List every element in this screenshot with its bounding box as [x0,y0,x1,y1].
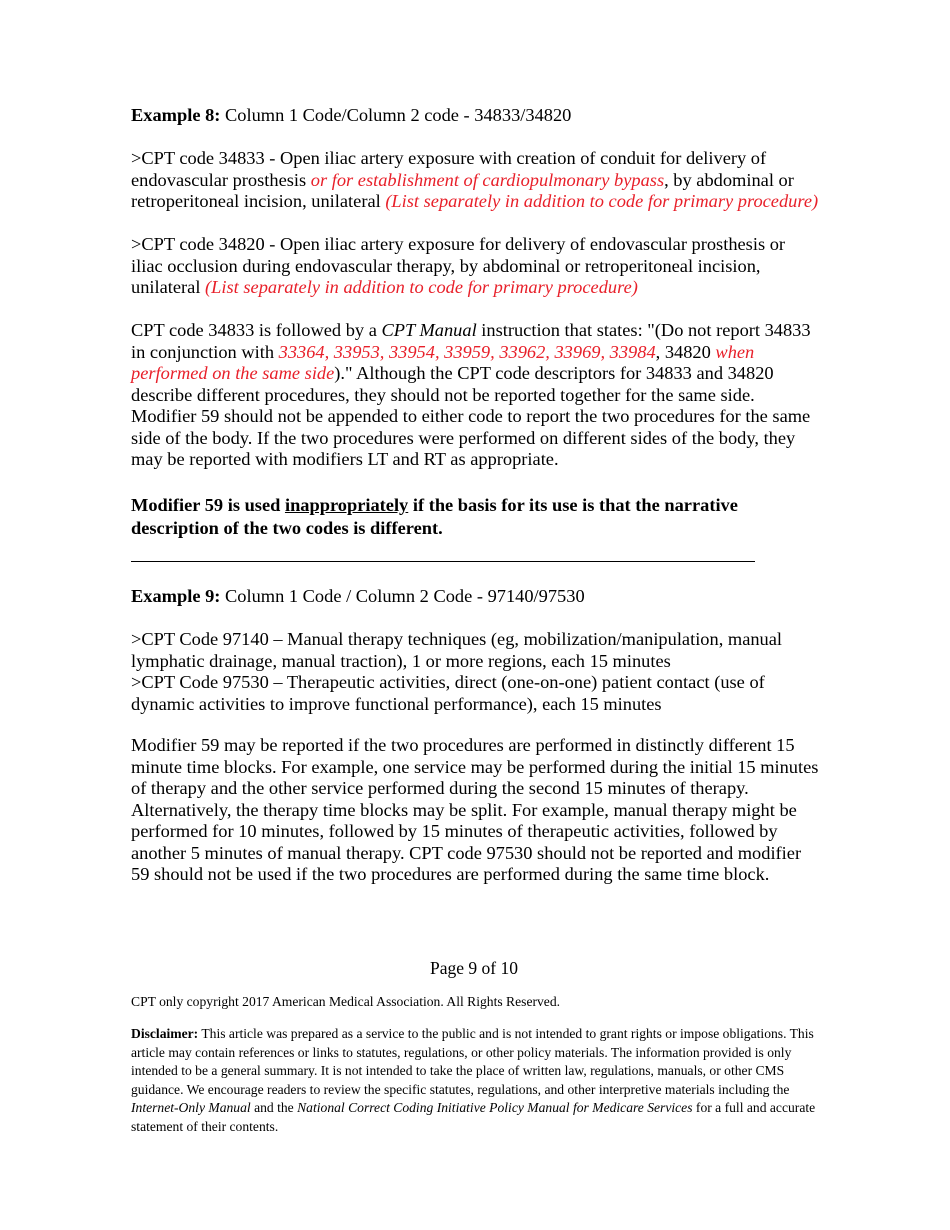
example-9-heading [131,586,831,608]
page-number: Page 9 of 10 [430,958,518,978]
example-9-title: Column 1 Code / Column 2 Code - 97140/97530 [220,586,585,606]
disclaimer-text-c: for a full and accurate statement of their contents. [131,1100,816,1134]
cpt-34833-red-text: or for establishment of cardiopulmonary bypass [310,169,665,190]
example-8-heading [131,105,831,127]
cpt-97530-description: >CPT Code 97530 – Therapeutic activities, direct (one-on-one) patient contact (use of dynamic activities to improve functional performance), each 15 minutes [131,672,765,714]
disclaimer-text-b: and the [250,1100,298,1115]
disclaimer [131,1025,821,1136]
bold-note-b: if the basis for its use is that the narrative description of the two codes is different. [131,495,738,538]
copyright-notice: CPT only copyright 2017 American Medical Association. All Rights Reserved. [131,994,561,1009]
para-text-c: , 34820 [655,341,716,362]
cpt-34820-description [131,234,811,299]
example-8-paragraph [131,320,821,471]
cpt-97140-description: >CPT Code 97140 – Manual therapy techniques (eg, mobilization/manipulation, manual lymphatic drainage, manual traction), 1 or more regions, each 15 minutes [131,629,783,671]
disclaimer-text-a: This article was prepared as a service to the public and is not intended to grant rights or impose obligations. This article may contain references or links to statutes, regulations, or other policy materials. The information provided is only intended to be a general summary. It is not intended to take the place of written law, regulations, manuals, or other CMS guidance. We encourage readers to review the specific statutes, regulations, and other interpretive materials including the [131,1026,814,1097]
ncci-policy-manual-text: National Correct Coding Initiative Policy Manual for Medicare Services [297,1100,693,1115]
example-9-paragraph: Modifier 59 may be reported if the two procedures are performed in distinctly different 15 minute time blocks. For example, one service may be performed during the initial 15 minutes of therapy and the other service performed during the second 15 minutes of therapy. Alternatively, the therapy time blocks may be split. For example, manual therapy might be performed for 10 minutes, followed by 15 minutes of therapeutic activities, followed by another 5 minutes of manual therapy. CPT code 97530 should not be reported and modifier 59 should not be used if the two procedures are performed during the same time block. [131,735,819,884]
same-side-text: when performed on the same side [131,341,755,383]
cpt-34820-text: >CPT code 34820 - Open iliac artery exposure for delivery of endovascular prosthesis or iliac occlusion during endovascular therapy, by abdominal or retroperitoneal incision, unilateral [131,234,786,297]
section-divider [131,561,755,562]
example-9-label: Example 9: [131,586,221,606]
bold-note-a: Modifier 59 is used [131,495,285,515]
cpt-manual-text: CPT Manual [381,320,477,340]
modifier-59-bold-note [131,494,771,540]
cpt-34833-list-note: (List separately in addition to code for primary procedure) [385,191,819,211]
cpt-34833-text: >CPT code 34833 - Open iliac artery exposure with creation of conduit for delivery of endovascular prosthesis [131,148,767,190]
para-text-b: instruction that states: "(Do not report 34833 in conjunction with [131,320,811,362]
internet-only-manual-text: Internet-Only Manual [131,1100,251,1115]
disclaimer-label: Disclaimer: [131,1026,199,1041]
para-text-d: )." Although the CPT code descriptors for 34833 and 34820 describe different procedures, they should not be reported together for the same side. Modifier 59 should not be appended to either code to report the two procedures for the same side of the body. If the two procedures were performed on different sides of the body, they may be reported with modifiers LT and RT as appropriate. [131,363,811,469]
inappropriately-text: inappropriately [284,495,409,515]
cpt-34833-text-2: , by abdominal or retroperitoneal incision, unilateral [131,169,794,211]
cpt-34833-description [131,148,821,213]
example-8-title: Column 1 Code/Column 2 code - 34833/34820 [220,105,572,125]
cpt-34820-list-note: (List separately in addition to code for primary procedure) [205,277,638,297]
example-8-label: Example 8: [131,105,221,125]
para-text-a: CPT code 34833 is followed by a [131,320,382,340]
excluded-codes-text: 33364, 33953, 33954, 33959, 33962, 33969, 33984 [278,341,656,362]
